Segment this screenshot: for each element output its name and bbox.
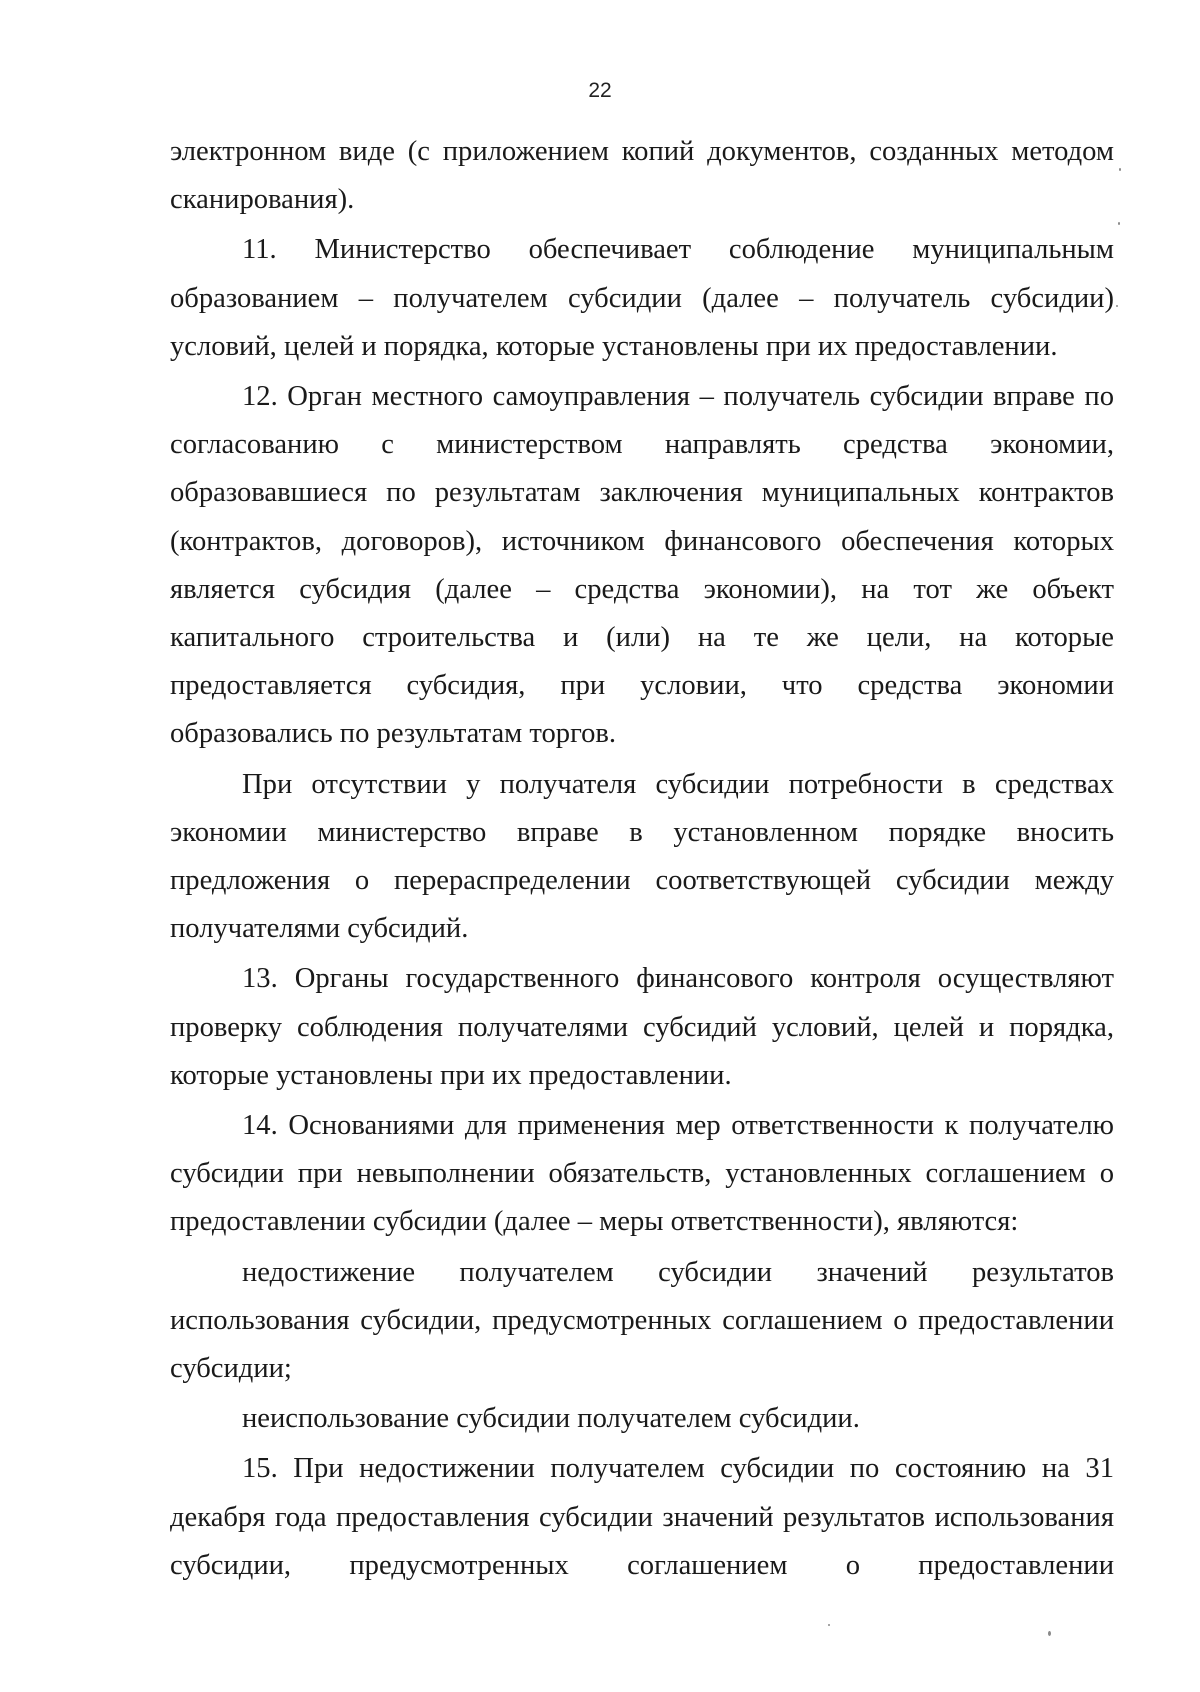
paragraph-14-item-1: недостижение получателем субсидии значений результатов использования субсидии, предусмотренных соглашением о предоставлении субсидии; [170,1256,1114,1385]
paragraph-11: 11. Министерство обеспечивает соблюдение муниципальным образованием – получателем субсидии (далее – получатель субсидии) условий, целей и порядка, которые установлены при их предоставлении. [170,234,1114,362]
paragraph-12: 12. Орган местного самоуправления – получатель субсидии вправе по согласованию с министерством направлять средства экономии, образовавшиеся по результатам заключения муниципальных контрактов (контрактов, договоров), источником финансового обеспечения которых является субсидия (далее – средства экономии), на тот же объект капитального строительства и (или) на те же цели, на которые предоставляется субсидия, при условии, что средства экономии образовались по результатам торгов. [170,381,1114,750]
scan-speck [1118,222,1120,225]
document-body [170,128,1114,1590]
page-number: 22 [588,79,612,102]
scan-speck [1119,168,1121,171]
paragraph-14-item-2: неиспользование субсидии получателем субсидии. [242,1403,860,1435]
paragraph-15: 15. При недостижении получателем субсидии по состоянию на 31 декабря года предоставления субсидии значений результатов использования субсидии, предусмотренных соглашением о предоставлении [170,1453,1114,1581]
scan-speck [1048,1631,1051,1636]
scan-speck [1116,305,1118,307]
paragraph-continuation: электронном виде (с приложением копий документов, созданных методом сканирования). [170,136,1114,216]
paragraph-14: 14. Основаниями для применения мер ответственности к получателю субсидии при невыполнении обязательств, установленных соглашением о предоставлении субсидии (далее – меры ответственности), являются: [170,1110,1114,1238]
paragraph-12-economy: При отсутствии у получателя субсидии потребности в средствах экономии министерство вправе в установленном порядке вносить предложения о перераспределении соответствующей субсидии между получателями субсидий. [170,768,1114,945]
paragraph-13: 13. Органы государственного финансового контроля осуществляют проверку соблюдения получателями субсидий условий, целей и порядка, которые установлены при их предоставлении. [170,963,1114,1091]
scan-speck [828,1624,830,1626]
